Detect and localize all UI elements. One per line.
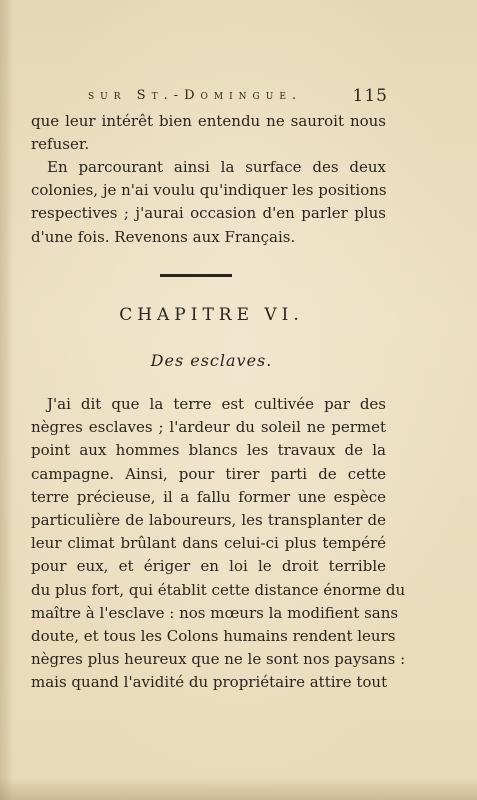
text-line: particulière de laboureurs, les transplanter de: [31, 510, 386, 529]
section-divider: [160, 274, 232, 277]
text-line: pour eux, et ériger en loi le droit terrible: [31, 557, 386, 576]
text-line: campagne. Ainsi, pour tirer parti de cette: [31, 464, 386, 483]
text-line: En parcourant ainsi la surface des deux: [47, 158, 386, 176]
paragraph-continuation: [31, 110, 386, 156]
paragraph-slaves: [31, 393, 406, 694]
text-line: que leur intérêt bien entendu ne sauroit nous: [31, 112, 386, 130]
text-line: d'une fois. Revenons aux Français.: [31, 227, 296, 246]
page-bottom-shadow: [0, 778, 477, 800]
text-line: leur climat brûlant dans celui-ci plus tempéré: [31, 534, 386, 553]
text-line: J'ai dit que la terre est cultivée par des: [47, 395, 386, 413]
page-number: 115: [352, 86, 388, 106]
page-header: [88, 86, 388, 108]
text-line: point aux hommes blancs les travaux de la: [31, 441, 386, 460]
text-line: refuser.: [31, 135, 90, 154]
text-line: nègres esclaves ; l'ardeur du soleil ne permet: [31, 418, 386, 437]
text-line: colonies, je n'ai voulu qu'indiquer les positions: [31, 181, 387, 200]
text-line: terre précieuse, il a fallu former une espèce: [31, 487, 386, 506]
text-line: doute, et tous les Colons humains rendent leurs: [31, 626, 396, 645]
text-line: mais quand l'avidité du propriétaire attire tout: [31, 673, 388, 692]
page-gutter-shadow: [0, 0, 14, 800]
chapter-title: CHAPITRE VI.: [119, 305, 304, 325]
running-head: sur St.-Domingue.: [88, 88, 303, 103]
text-line: maître à l'esclave : nos mœurs la modifient sans: [31, 603, 399, 622]
text-line: du plus fort, qui établit cette distance énorme du: [31, 580, 406, 599]
text-line: respectives ; j'aurai occasion d'en parler plus: [31, 204, 386, 223]
paragraph-colonies: [31, 156, 386, 249]
chapter-subtitle: Des esclaves.: [150, 351, 273, 370]
text-line: nègres plus heureux que ne le sont nos paysans :: [31, 650, 406, 669]
